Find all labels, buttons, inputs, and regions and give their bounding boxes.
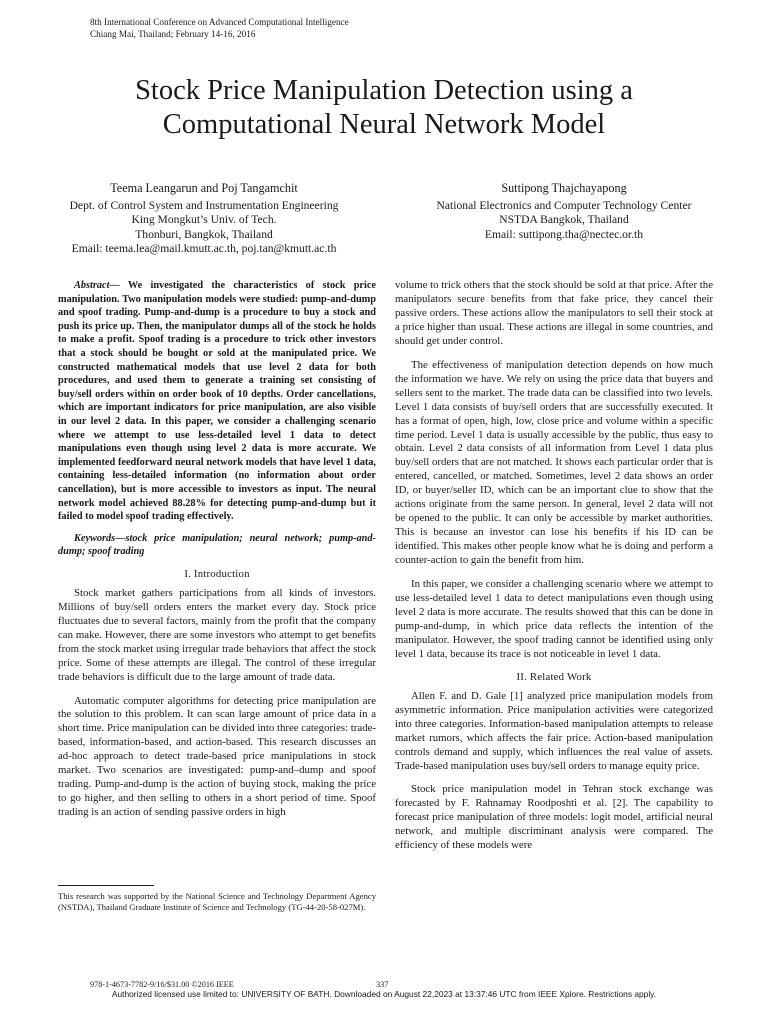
left-column	[58, 279, 376, 820]
author-email: Email: suttipong.tha@nectec.or.th	[484, 227, 644, 241]
conference-header	[90, 16, 349, 40]
conference-name: 8th International Conference on Advanced Computational Intelligence	[90, 17, 349, 27]
abstract	[58, 279, 376, 524]
author-affiliation: National Electronics and Computer Technology Center	[436, 198, 692, 212]
body-paragraph: volume to trick others that the stock should be sold at that price. After the manipulators secure benefits from that fake price, they cancel their passive orders. These actions allow the manipulators to sell their stock at a price higher than usual. These actions are illegal in some countries, and should get under control.	[395, 279, 713, 347]
section-heading-introduction: I. Introduction	[184, 567, 250, 580]
author-email: Email: teema.lea@mail.kmutt.ac.th, poj.tan@kmutt.ac.th	[71, 242, 337, 256]
body-paragraph: Allen F. and D. Gale [1] analyzed price manipulation models from asymmetric information. Price manipulation activities were categorized into three categories. Information-based manipulation attempts to release market rumors, which affects the fair price. Action-based manipulation controls demand and supply, which influences the real value of assets. Trade-based manipulation uses buy/sell orders to manage equity price.	[395, 689, 713, 772]
page-number: 337	[376, 980, 389, 989]
abstract-lead: Abstract—	[74, 280, 120, 291]
author-block-2	[404, 181, 724, 242]
body-paragraph: Stock price manipulation model in Tehran stock exchange was forecasted by F. Rahnamay Roodposhti et al. [2]. The capability to forecast price manipulation of three models: logit model, artificial neural network, and multiple discriminant analysis were compared. The efficiency of these models were	[395, 783, 713, 852]
author-affiliation: King Mongkut’s Univ. of Tech.	[131, 213, 277, 227]
author-affiliation: Dept. of Control System and Instrumentation Engineering	[69, 198, 339, 212]
title-line-2: Computational Neural Network Model	[162, 109, 606, 140]
funding-footnote: This research was supported by the National Science and Technology Department Agency (NSTDA), Thailand Graduate Institute of Science and Technology (TG-44-20-58-027M).	[58, 891, 376, 912]
isbn-footer: 978-1-4673-7782-9/16/$31.00 ©2016 IEEE	[90, 980, 234, 989]
author-affiliation: NSTDA Bangkok, Thailand	[499, 213, 629, 227]
body-paragraph: Stock market gathers participations from all kinds of investors. Millions of buy/sell orders enters the market every day. Stock price fluctuates due to several factors, mainly from the profit that the company can make. However, there are some investors who attempt to get benefits from the stock market using irregular trade behaviors that affect the stock price. Some of these attempts are illegal. The control of these irregular trade behaviors is difficult due to the large amount of trade data.	[58, 586, 376, 683]
section-heading-related-work: II. Related Work	[516, 670, 592, 683]
paper-title	[0, 74, 768, 142]
author-block-1	[44, 181, 364, 257]
author-names: Suttipong Thajchayapong	[501, 181, 627, 195]
right-column	[395, 279, 713, 853]
body-paragraph: The effectiveness of manipulation detection depends on how much the information we have. We rely on using the price data that buyers and sellers sent to the market. The trade data can be classified into two levels. Level 1 data consists of buy/sell orders that are successfully executed. It has a format of open, high, low, close price and volume within a specific time period. Level 1 data is usually accessible by the public, thus easy to obtain. Level 2 data consists of all information from Level 1 data plus buy/sell orders that are not matched. It shows each particular order that is entered, cancelled, or matched. Sometimes, level 2 data shows an order ID, or buyer/seller ID, which can be an important clue to show that the actions originate from the same person. In general, level 2 data will not be opened to the public. It can only be accessible by market authorities. This is because an investor can lose his benefits if his ID can be identified. This makes other people know what he is doing and perform a counter-action to gain the benefit from him.	[395, 358, 713, 567]
body-paragraph: In this paper, we consider a challenging scenario where we attempt to use less-detailed level 1 data to detect manipulations even though using level 2 data is more accurate. The results showed that this can be done in pump-and-dump, in which price data reflects the intention of the manipulator. However, the spoof trading cannot be identified using only level 1 data, because its trace is not noticeable in level 1 data.	[395, 578, 713, 660]
author-affiliation: Thonburi, Bangkok, Thailand	[135, 227, 273, 241]
footnote-rule	[58, 885, 154, 886]
abstract-text: We investigated the characteristics of stock price manipulation. Two manipulation models were studied: pump-and-dump and spoof trading. Pump-and-dump is a procedure to buy a stock and push its price up. Then, the manipulator dumps all of the stock he holds to make a profit. Spoof trading is a procedure to trick other investors that a stock should be bought or sold at the manipulated price. We constructed mathematical models that use level 2 data for both procedures, and used them to generate a training set consisting of buy/sell orders within on order book of 10 depths. Order cancellations, which are important indicators for price manipulation, are also visible in our level 2 data. In this paper, we consider a challenging scenario where we attempt to use less-detailed level 1 data to detect manipulations even though using level 2 data is more accurate. We implemented feedforward neural network models that have level 1 data, containing less-detailed information (no information about order cancellation), but is more accessible to investors as input. The neural network model achieved 88.28% for detecting pump-and-dump but it failed to model spoof trading effectively.	[58, 280, 376, 523]
keywords: Keywords—stock price manipulation; neural network; pump-and-dump; spoof trading	[58, 532, 376, 558]
body-paragraph: Automatic computer algorithms for detecting price manipulation are the solution to this problem. It can scan large amount of price data in a short time. Price manipulation can be divided into three categories: trade-based, information-based, and action-based. This research discusses an ad-hoc approach to detect trade-based price manipulations in stock market. Two scenarios are investigated: pump-and–dump and spoof trading. Pump-and-dump is the action of buying stock, making the price to go higher, and then selling to others in a short period of time. Spoof trading is an action of sending passive orders in high	[58, 694, 376, 819]
author-names: Teema Leangarun and Poj Tangamchit	[110, 181, 298, 195]
conference-location: Chiang Mai, Thailand; February 14-16, 2016	[90, 29, 256, 39]
title-line-1: Stock Price Manipulation Detection using a	[135, 75, 633, 106]
license-notice: Authorized licensed use limited to: UNIVERSITY OF BATH. Downloaded on August 22,2023 at 13:37:46 UTC from IEEE Xplore. Restrictions apply.	[111, 989, 657, 999]
